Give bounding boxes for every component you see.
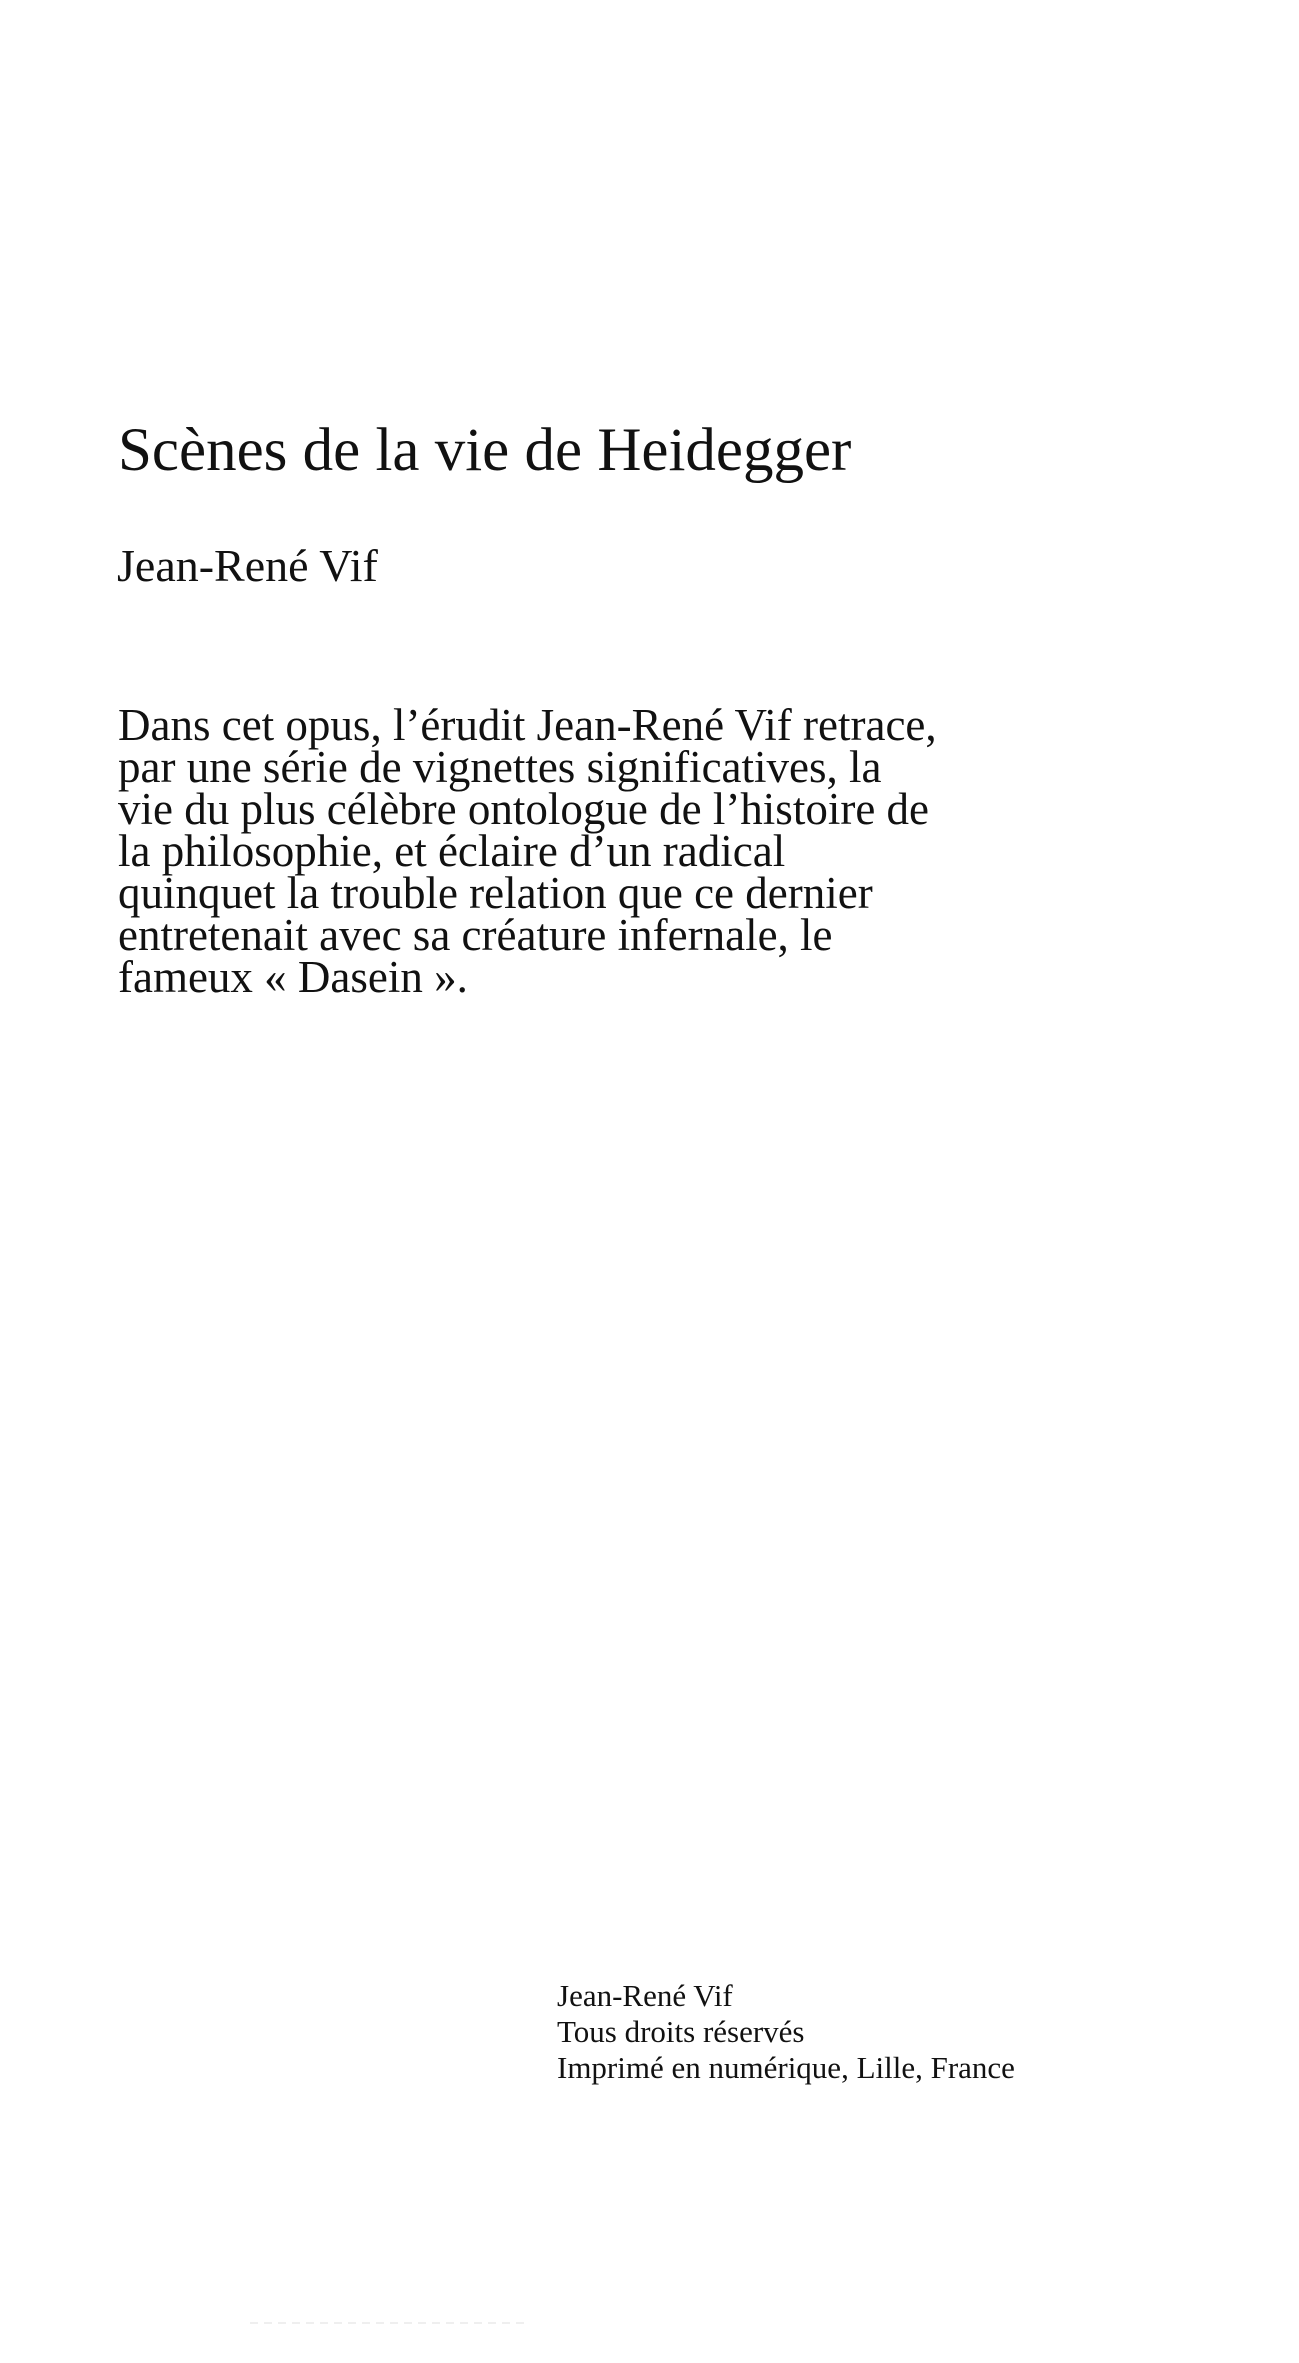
colophon-rights: Tous droits réservés <box>557 2014 805 2049</box>
scan-artifact <box>250 2322 530 2324</box>
book-blurb: Dans cet opus, l’érudit Jean-René Vif retrace, par une série de vignettes significatives, la vie du plus célèbre ontologue de l’histoire de la philosophie, et éclaire d’un radical quinquet la trouble relation que ce dernier entretenait avec sa créature infernale, le fameux « Dasein ». <box>118 700 937 1002</box>
colophon-printing: Imprimé en numérique, Lille, France <box>557 2050 1015 2085</box>
book-author: Jean-René Vif <box>117 540 378 591</box>
colophon-author: Jean-René Vif <box>557 1978 733 2013</box>
colophon <box>557 1978 1015 2086</box>
book-title: Scènes de la vie de Heidegger <box>118 417 852 484</box>
